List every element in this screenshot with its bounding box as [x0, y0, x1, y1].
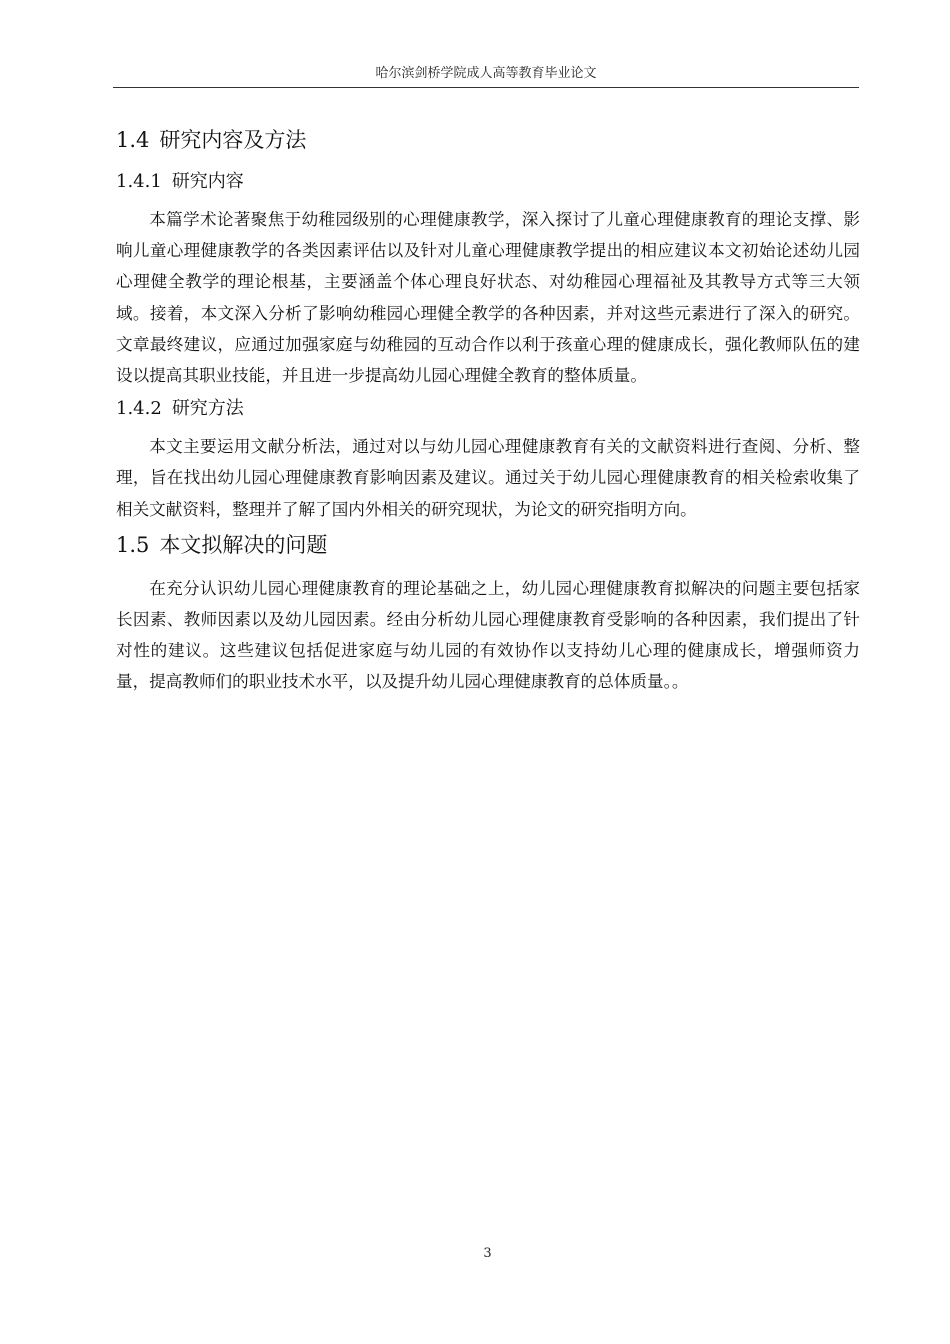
- heading-1-4-2-number: 1.4.2: [116, 398, 162, 420]
- heading-1-4-1-title: 研究内容: [171, 171, 244, 192]
- paragraph-research-content: 本篇学术论著聚焦于幼稚园级别的心理健康教学，深入探讨了儿童心理健康教育的理论支撑、影响儿童心理健康教学的各类因素评估以及针对儿童心理健康教学提出的相应建议本文初始论述幼儿园心理健全教学的理论根基，主要涵盖个体心理良好状态、对幼稚园心理福祉及其教导方式等三大领域。接着，本文深入分析了影响幼稚园心理健全教学的各种因素，并对这些元素进行了深入的研究。文章最终建议，应通过加强家庭与幼稚园的互动合作以利于孩童心理的健康成长，强化教师队伍的建设以提高其职业技能，并且进一步提高幼儿园心理健全教育的整体质量。: [116, 210, 860, 386]
- heading-1-5-title: 本文拟解决的问题: [159, 532, 328, 557]
- heading-1-4-1-number: 1.4.1: [116, 171, 162, 192]
- heading-1-4-2-title: 研究方法: [171, 398, 244, 420]
- heading-1-4-number: 1.4: [116, 128, 150, 152]
- heading-1-4: [116, 124, 860, 156]
- heading-1-4-2: [116, 395, 860, 423]
- heading-1-4-1: [116, 168, 860, 196]
- paragraph-problems-to-solve: 在充分认识幼儿园心理健康教育的理论基础之上，幼儿园心理健康教育拟解决的问题主要包括家长因素、教师因素以及幼儿园因素。经由分析幼儿园心理健康教育受影响的各种因素，我们提出了针对性的建议。这些建议包括促进家庭与幼儿园的有效协作以支持幼儿心理的健康成长，增强师资力量，提高教师们的职业技术水平，以及提升幼儿园心理健康教育的总体质量。。: [116, 578, 860, 692]
- heading-1-5-number: 1.5: [116, 532, 150, 557]
- header-rule: [113, 87, 859, 88]
- page-number: 3: [483, 1246, 492, 1261]
- paragraph-research-method: 本文主要运用文献分析法，通过对以与幼儿园心理健康教育有关的文献资料进行查阅、分析、整理，旨在找出幼儿园心理健康教育影响因素及建议。通过关于幼儿园心理健康教育的相关检索收集了相关文献资料，整理并了解了国内外相关的研究现状，为论文的研究指明方向。: [116, 437, 860, 519]
- running-header: 哈尔滨剑桥学院成人高等教育毕业论文: [375, 66, 597, 81]
- document-body: [116, 124, 860, 702]
- heading-1-4-title: 研究内容及方法: [159, 128, 307, 152]
- heading-1-5: [116, 529, 860, 561]
